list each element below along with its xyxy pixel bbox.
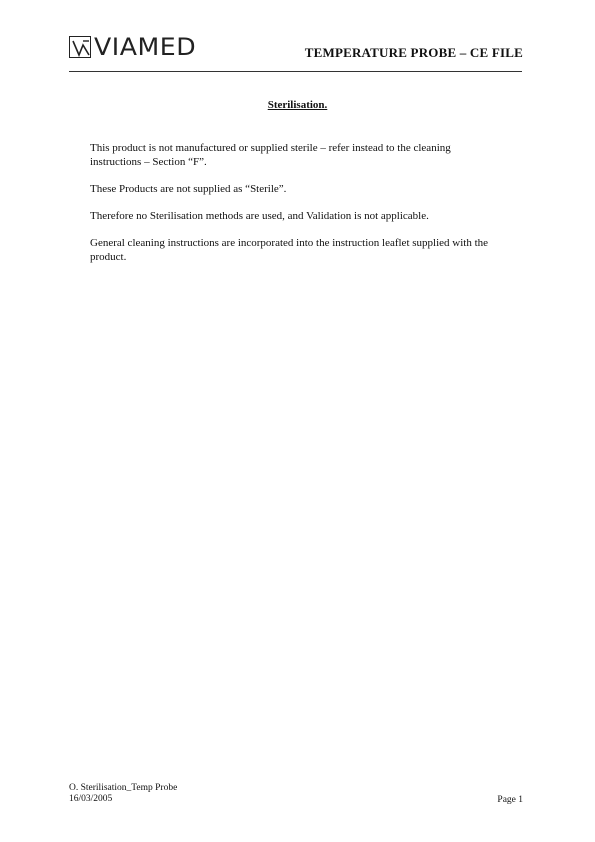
- footer-left: [69, 783, 177, 805]
- footer-page-number: Page 1: [497, 795, 523, 805]
- footer-date: 16/03/2005: [69, 794, 113, 804]
- body-content: [90, 141, 490, 277]
- document-title: TEMPERATURE PROBE – CE FILE: [304, 45, 523, 60]
- paragraph: General cleaning instructions are incorporated into the instruction leaflet supplied with the product.: [90, 237, 489, 263]
- paragraph: These Products are not supplied as “Sterile”.: [90, 183, 287, 195]
- section-heading: Sterilisation.: [267, 99, 328, 111]
- logo-text: VIAMED: [94, 33, 197, 61]
- viamed-logo: [69, 33, 197, 61]
- logo-mark-icon: [69, 36, 91, 58]
- paragraph: Therefore no Sterilisation methods are used, and Validation is not applicable.: [90, 210, 429, 222]
- paragraph: This product is not manufactured or supplied sterile – refer instead to the cleaning instructions – Section “F”.: [90, 142, 451, 168]
- header-divider: [69, 71, 522, 72]
- footer-filename: O. Sterilisation_Temp Probe: [69, 783, 178, 793]
